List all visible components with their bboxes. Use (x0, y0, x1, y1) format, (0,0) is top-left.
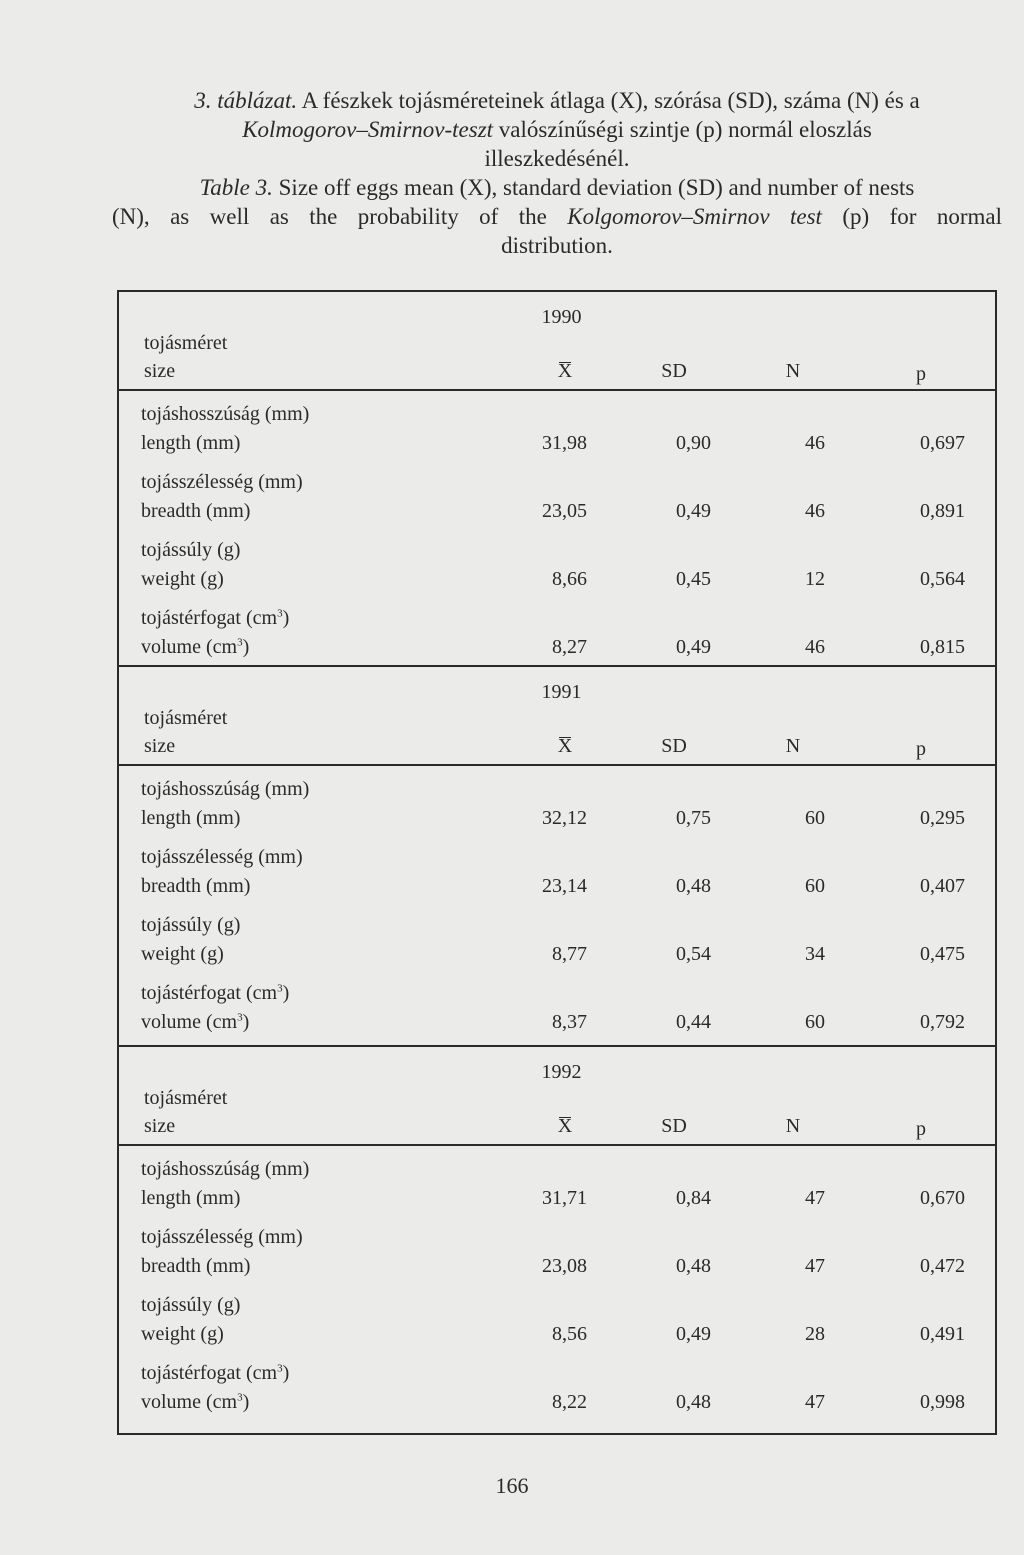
header-sd: SD (661, 1115, 687, 1137)
row-label-en-text: volume (cm (141, 636, 238, 658)
p-value: 0,491 (920, 1323, 965, 1345)
header-rule (119, 389, 995, 391)
row-label-en-text: volume (cm (141, 1391, 238, 1413)
unit-close-paren: ) (242, 1391, 250, 1413)
header-p: p (916, 363, 926, 385)
header-mean (545, 734, 585, 758)
mean-value: 23,08 (542, 1255, 587, 1277)
row-label-en-text: length (mm) (141, 432, 241, 454)
row-label-hu: tojássúly (g) (141, 914, 241, 936)
header-mean (545, 1114, 585, 1138)
caption-hu-line1 (112, 86, 1002, 115)
sd-value: 0,49 (676, 1323, 711, 1345)
n-value: 46 (805, 636, 825, 658)
mean-value: 31,98 (542, 432, 587, 454)
unit-superscript: 3 (277, 982, 283, 995)
sd-value: 0,54 (676, 943, 711, 965)
mean-value: 8,56 (552, 1323, 587, 1345)
header-rule (119, 1144, 995, 1146)
n-value: 28 (805, 1323, 825, 1345)
row-label-hu (141, 606, 289, 630)
sd-value: 0,48 (676, 875, 711, 897)
row-label-en-text: weight (g) (141, 1323, 224, 1345)
p-value: 0,407 (920, 875, 965, 897)
n-value: 34 (805, 943, 825, 965)
header-size-hu: tojásméret (144, 707, 228, 729)
header-size-hu: tojásméret (144, 1087, 228, 1109)
row-label-hu: tojáshosszúság (mm) (141, 403, 310, 425)
unit-close-paren: ) (282, 607, 290, 629)
row-label-en (141, 635, 249, 659)
header-n: N (785, 735, 801, 757)
p-value: 0,475 (920, 943, 965, 965)
header-sd: SD (661, 360, 687, 382)
header-size-hu: tojásméret (144, 332, 228, 354)
row-label-en (141, 874, 250, 898)
row-label-en (141, 567, 224, 591)
row-label-hu-text: tojástérfogat (cm (141, 982, 278, 1004)
caption-en-line2 (112, 202, 1002, 231)
sd-value: 0,45 (676, 568, 711, 590)
header-mean-symbol: X (557, 735, 573, 757)
sd-value: 0,48 (676, 1255, 711, 1277)
mean-value: 8,22 (552, 1391, 587, 1413)
sd-value: 0,75 (676, 807, 711, 829)
unit-close-paren: ) (242, 1011, 250, 1033)
row-label-hu: tojáshosszúság (mm) (141, 1158, 310, 1180)
row-label-en (141, 1186, 240, 1210)
sd-value: 0,49 (676, 500, 711, 522)
caption-hu-text1: A fészkek tojásméreteinek átlaga (X), szórása (SD), száma (N) és a (301, 88, 920, 113)
year-label: 1991 (541, 681, 582, 703)
header-mean-symbol: X (557, 360, 573, 382)
year-label: 1992 (541, 1061, 582, 1083)
caption-hu-line3: illeszkedésénél. (484, 146, 630, 171)
row-label-en (141, 1322, 224, 1346)
row-label-hu: tojássúly (g) (141, 539, 241, 561)
row-label-en-text: breadth (mm) (141, 875, 251, 897)
year-label: 1990 (541, 306, 582, 328)
header-size-en: size (144, 360, 176, 382)
caption-en-text2b: (p) for normal (842, 204, 1002, 229)
row-label-en (141, 1254, 250, 1278)
p-value: 0,564 (920, 568, 965, 590)
row-label-hu (141, 1361, 289, 1385)
caption-hu-text2: valószínűségi szintje (p) normál eloszlás (498, 117, 872, 142)
year-separator-line (119, 665, 995, 667)
n-value: 60 (805, 875, 825, 897)
egg-size-table (117, 290, 997, 1435)
p-value: 0,697 (920, 432, 965, 454)
row-label-en (141, 431, 240, 455)
p-value: 0,891 (920, 500, 965, 522)
n-value: 46 (805, 500, 825, 522)
mean-value: 8,27 (552, 636, 587, 658)
n-value: 60 (805, 807, 825, 829)
p-value: 0,295 (920, 807, 965, 829)
header-n: N (785, 1115, 801, 1137)
header-mean (545, 359, 585, 383)
p-value: 0,815 (920, 636, 965, 658)
row-label-hu (141, 981, 289, 1005)
unit-superscript: 3 (277, 607, 283, 620)
caption-en-text2a: (N), as well as the probability of the (112, 204, 547, 229)
header-sd: SD (661, 735, 687, 757)
sd-value: 0,48 (676, 1391, 711, 1413)
year-separator-line (119, 1045, 995, 1047)
n-value: 47 (805, 1391, 825, 1413)
sd-value: 0,84 (676, 1187, 711, 1209)
header-n: N (785, 360, 801, 382)
unit-close-paren: ) (282, 1362, 290, 1384)
mean-value: 8,77 (552, 943, 587, 965)
page-number: 166 (495, 1473, 529, 1498)
header-size-en: size (144, 1115, 176, 1137)
n-value: 47 (805, 1255, 825, 1277)
sd-value: 0,44 (676, 1011, 711, 1033)
header-p: p (916, 738, 926, 760)
row-label-en (141, 1390, 249, 1414)
caption-hu-label: 3. táblázat. (194, 88, 298, 113)
header-mean-symbol: X (557, 1115, 573, 1137)
row-label-hu: tojásszélesség (mm) (141, 1226, 303, 1248)
unit-superscript: 3 (237, 1011, 243, 1024)
n-value: 46 (805, 432, 825, 454)
row-label-en-text: weight (g) (141, 943, 224, 965)
unit-superscript: 3 (237, 1391, 243, 1404)
row-label-en (141, 499, 250, 523)
caption-en-text1: Size off eggs mean (X), standard deviation (SD) and number of nests (278, 175, 915, 200)
row-label-hu: tojásszélesség (mm) (141, 471, 303, 493)
mean-value: 8,66 (552, 568, 587, 590)
caption-en-line1 (112, 173, 1002, 202)
unit-close-paren: ) (282, 982, 290, 1004)
row-label-hu-text: tojástérfogat (cm (141, 1362, 278, 1384)
unit-superscript: 3 (237, 636, 243, 649)
row-label-hu: tojáshosszúság (mm) (141, 778, 310, 800)
mean-value: 23,05 (542, 500, 587, 522)
row-label-en-text: volume (cm (141, 1011, 238, 1033)
n-value: 12 (805, 568, 825, 590)
mean-value: 32,12 (542, 807, 587, 829)
p-value: 0,792 (920, 1011, 965, 1033)
row-label-hu: tojásszélesség (mm) (141, 846, 303, 868)
header-p: p (916, 1118, 926, 1140)
row-label-en (141, 942, 224, 966)
caption-en-label: Table 3. (199, 175, 273, 200)
caption-hu-line2 (112, 115, 1002, 144)
row-label-en-text: breadth (mm) (141, 1255, 251, 1277)
mean-value: 23,14 (542, 875, 587, 897)
sd-value: 0,90 (676, 432, 711, 454)
row-label-en-text: weight (g) (141, 568, 224, 590)
row-label-en-text: length (mm) (141, 807, 241, 829)
row-label-hu: tojássúly (g) (141, 1294, 241, 1316)
sd-value: 0,49 (676, 636, 711, 658)
p-value: 0,998 (920, 1391, 965, 1413)
row-label-en-text: breadth (mm) (141, 500, 251, 522)
row-label-en (141, 806, 240, 830)
row-label-en (141, 1010, 249, 1034)
mean-value: 31,71 (542, 1187, 587, 1209)
p-value: 0,670 (920, 1187, 965, 1209)
n-value: 60 (805, 1011, 825, 1033)
header-rule (119, 764, 995, 766)
unit-superscript: 3 (277, 1362, 283, 1375)
row-label-hu-text: tojástérfogat (cm (141, 607, 278, 629)
unit-close-paren: ) (242, 636, 250, 658)
row-label-en-text: length (mm) (141, 1187, 241, 1209)
table-caption (112, 86, 1002, 260)
caption-en-line3: distribution. (501, 233, 613, 258)
caption-en-test-name: Kolgomorov–Smirnov test (567, 204, 822, 229)
header-size-en: size (144, 735, 176, 757)
caption-hu-test-name: Kolmogorov–Smirnov-teszt (242, 117, 494, 142)
p-value: 0,472 (920, 1255, 965, 1277)
mean-value: 8,37 (552, 1011, 587, 1033)
n-value: 47 (805, 1187, 825, 1209)
